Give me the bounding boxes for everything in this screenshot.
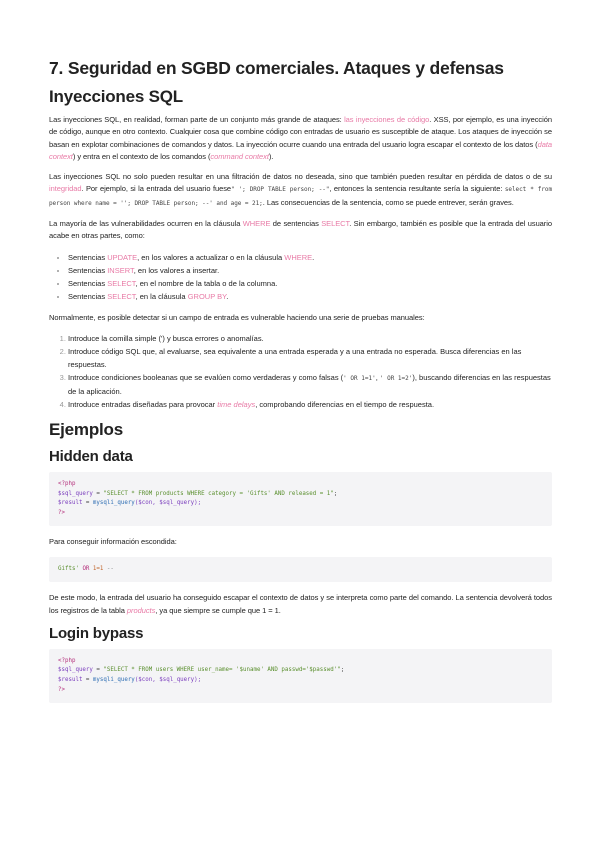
paragraph-manual-tests: Normalmente, es posible detectar si un campo de entrada es vulnerable haciendo una serie de pruebas manuales: [49, 312, 425, 322]
list-item: 4. Introduce entradas diseñadas para provocar time delays, comprobando diferencias en el tiempo de respuesta. [68, 398, 552, 411]
list-item: 2. Introduce código SQL que, al evaluarse, sea equivalente a una entrada esperada y a una entrada no esperada. Busca diferencias en las respuestas. [68, 345, 552, 371]
paragraph-intro: Las inyecciones SQL, en realidad, forman parte de un conjunto más grande de ataques: las inyecciones de código. XSS, por ejemplo, es una inyección de código, aunque en otro contexto. Cualquier cosa que combine código con entradas de usuario es susceptible de ataque. Los ataques de inyección se basan en explotar combinaciones de comandos y datos. La inyección ocurre cuando una entrada del usuario logra escapar el contexto de los datos (data context) y entra en el contexto de los comandos (command context). [49, 115, 552, 161]
page-title: 7. Seguridad en SGBD comerciales. Ataques y defensas [49, 58, 504, 78]
bullet-list-locations [49, 251, 552, 303]
paragraph-consequences: Las inyecciones SQL no solo pueden resultar en una filtración de datos no deseada, sino que también pueden resultar en pérdida de datos o de su integridad. Por ejemplo, si la entrada del usuario fuese" '; DROP TABLE person; --", entonces la sentencia resultante sería la siguiente: select * from person where name = ''; DROP TABLE person; --' and age = 21;. Las consecuencias de la sentencia, como se puede entrever, serán graves. [49, 172, 553, 207]
document-page [49, 58, 552, 713]
list-item: 3. Introduce condiciones booleanas que se evalúen como verdaderas y como falsas (' OR 1=1', ' OR 1=2'), buscando diferencias en las respuestas de la aplicación. [68, 371, 552, 398]
subsection-heading-login-bypass: Login bypass [49, 624, 144, 642]
list-item: • Sentencias INSERT, en los valores a insertar. [68, 264, 552, 277]
term-products: products [126, 605, 156, 615]
inline-code-payload: " '; DROP TABLE person; --" [231, 186, 330, 194]
term-data-context: data context [49, 139, 552, 161]
list-item: • Sentencias SELECT, en la cláusula GROUP BY. [68, 290, 552, 303]
code-block-hidden-data: <?php $sql_query = "SELECT * FROM products WHERE category = 'Gifts' AND released = 1"; $result = mysqli_query($con, $sql_query); ?> [49, 472, 552, 526]
list-item: • Sentencias UPDATE, en los valores a actualizar o en la cláusula WHERE. [68, 251, 552, 264]
term-command-context: command context [210, 151, 269, 161]
section-heading-inyecciones: Inyecciones SQL [49, 87, 183, 106]
list-item: 1. Introduce la comilla simple (') y busca errores o anomalías. [68, 332, 552, 345]
link-inyecciones-codigo[interactable]: las inyecciones de código [344, 115, 430, 124]
paragraph-vulnerabilities: La mayoría de las vulnerabilidades ocurren en la cláusula WHERE de sentencias SELECT. Sin embargo, también es posible que la entrada del usuario acabe en otras partes, como: [49, 219, 552, 241]
numbered-list-tests [49, 332, 552, 411]
subsection-heading-hidden-data: Hidden data [49, 447, 133, 465]
code-block-payload: Gifts' OR 1=1 -- [49, 557, 552, 583]
keyword-where: WHERE [242, 219, 271, 229]
paragraph-hidden-intro: Para conseguir información escondida: [49, 537, 177, 547]
code-block-login: <?php $sql_query = "SELECT * FROM users WHERE user_name= '$uname' AND passwd='$passwd'"; $result = mysqli_query($con, $sql_query); ?> [49, 649, 552, 703]
list-item: • Sentencias SELECT, en el nombre de la tabla o de la columna. [68, 277, 552, 290]
term-integridad: integridad [49, 184, 82, 194]
inline-code-statement: select * from person where name = ''; DROP TABLE person; --' and age = 21; [49, 186, 553, 207]
paragraph-hidden-explanation: De este modo, la entrada del usuario ha conseguido escapar el contexto de datos y se interpreta como parte del comando. La sentencia devolverá todos los registros de la tabla products, ya que siempre se cumple que 1 = 1. [49, 593, 552, 615]
keyword-select: SELECT [321, 219, 350, 229]
section-heading-ejemplos: Ejemplos [49, 419, 123, 439]
